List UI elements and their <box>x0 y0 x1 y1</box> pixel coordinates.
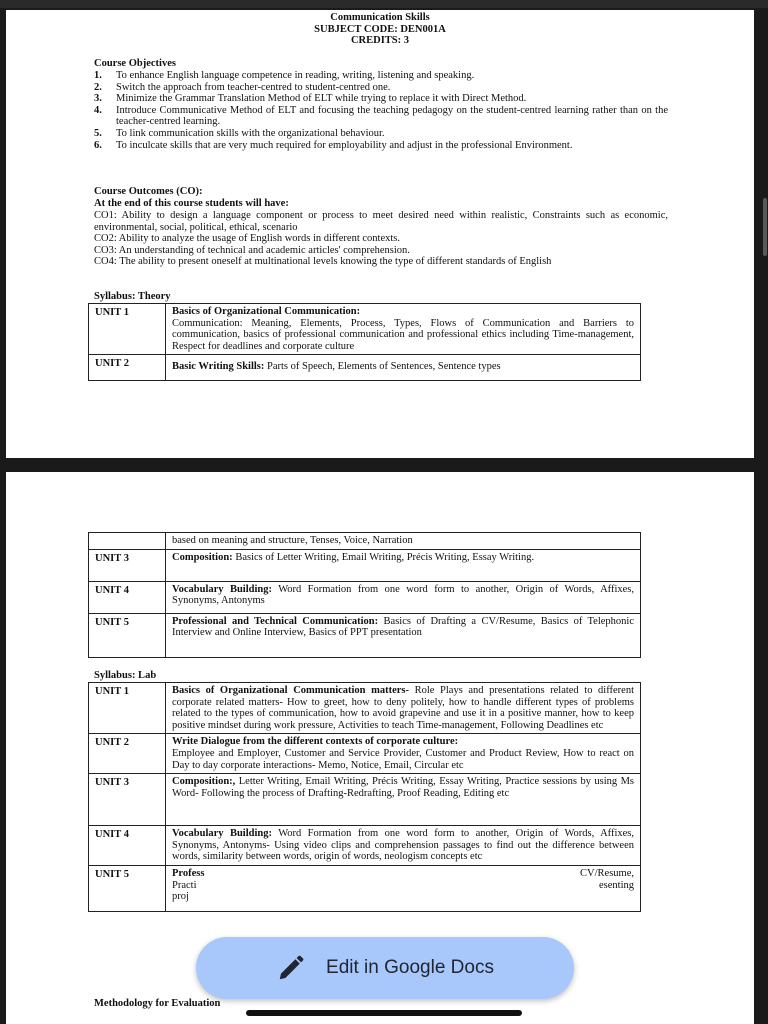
table-row <box>89 613 641 657</box>
unit-content: Basics of Organizational Communication matters- Role Plays and presentations related to different corporate related matters- How to greet, how to deny politely, how to handle different types of problems related to the types of communication, how to avoid grapevine and use it in a positive manner, how to keep positive mindset during work pressure, Activities to teach Time-management, Following Deadlines etc <box>166 683 641 734</box>
theory-table <box>88 303 641 381</box>
unit-content: Vocabulary Building: Word Formation from one word form to another, Origin of Words, Affixes, Synonyms, Antonyms- Using video clips and comprehension passages to find out the difference between words, similarity between words, origin of words, neologism concepts etc <box>166 826 641 866</box>
table-row <box>89 865 641 911</box>
edit-in-google-docs-button[interactable] <box>196 937 574 999</box>
unit-content: Write Dialogue from the different contexts of corporate culture: Employee and Employer, Customer and Service Provider, Customer and Product Review, How to react on Day to day corporate interactions- Memo, Notice, Email, Circular etc <box>166 734 641 774</box>
unit-content: Vocabulary Building: Word Formation from one word form to another, Origin of Words, Affixes, Synonyms, Antonyms <box>166 581 641 613</box>
unit-content: Composition: Basics of Letter Writing, Email Writing, Précis Writing, Essay Writing. <box>166 549 641 581</box>
unit-label: UNIT 3 <box>89 549 166 581</box>
subject-code: SUBJECT CODE: DEN001A <box>314 23 446 35</box>
unit-label: UNIT 3 <box>89 774 166 826</box>
outcome-item: CO4: The ability to present oneself at multinational levels knowing the type of different standards of English <box>94 256 552 268</box>
theory-title: Syllabus: Theory <box>94 291 171 302</box>
outcome-item: CO2: Ability to analyze the usage of English words in different contexts. <box>94 233 400 245</box>
edit-button-label: Edit in Google Docs <box>326 957 494 978</box>
scrollbar-thumb[interactable] <box>763 198 767 256</box>
table-row <box>89 355 641 381</box>
objectives-list <box>94 70 668 151</box>
unit-content: Composition:, Letter Writing, Email Writing, Précis Writing, Essay Writing, Practice sessions by using Ms Word- Following the process of Drafting-Redrafting, Proof Reading, Editing etc <box>166 774 641 826</box>
unit-label: UNIT 4 <box>89 826 166 866</box>
unit-label: UNIT 5 <box>89 613 166 657</box>
lab-table <box>88 682 641 912</box>
objective-item: 6. To inculcate skills that are very much required for employability and adjust in the professional Environment. <box>94 139 573 151</box>
unit-label: UNIT 4 <box>89 581 166 613</box>
outcomes-subtitle: At the end of this course students will have: <box>94 198 289 209</box>
unit-content: Basics of Organizational Communication: Communication: Meaning, Elements, Process, Types, Flows of Communication and Barriers to communication, basics of professional communication and professional ethics including Time-management, Respect for deadlines and corporate culture <box>166 304 641 355</box>
pencil-icon <box>276 953 326 983</box>
theory-table-continued <box>88 532 641 658</box>
unit-label: UNIT 2 <box>89 734 166 774</box>
table-row <box>89 826 641 866</box>
unit-label: UNIT 1 <box>89 304 166 355</box>
unit-content: Basic Writing Skills: Parts of Speech, Elements of Sentences, Sentence types <box>166 355 641 381</box>
table-row <box>89 683 641 734</box>
objective-item: 3. Minimize the Grammar Translation Method of ELT while trying to replace it with Direct Method. <box>94 93 527 105</box>
objective-item: 5. To link communication skills with the organizational behaviour. <box>94 127 385 139</box>
objectives-title: Course Objectives <box>94 58 176 69</box>
document-header <box>6 12 754 47</box>
unit-label: UNIT 1 <box>89 683 166 734</box>
objective-item: 2. Switch the approach from teacher-centred to student-centred one. <box>94 81 391 93</box>
objective-item: 1. To enhance English language competence in reading, writing, listening and speaking. <box>94 70 475 81</box>
outcome-item: CO3: An understanding of technical and academic articles' comprehension. <box>94 244 410 256</box>
table-row <box>89 533 641 550</box>
credits: CREDITS: 3 <box>350 35 410 46</box>
document-page-1 <box>6 10 754 458</box>
table-row <box>89 304 641 355</box>
lab-title: Syllabus: Lab <box>94 670 157 681</box>
unit-label: UNIT 2 <box>89 355 166 381</box>
objective-item: 4. Introduce Communicative Method of ELT and focusing the teaching pedagogy on the student-centred learning rather than on the teacher-centred learning. <box>94 104 668 128</box>
unit-content: Professional and Technical Communication: Basics of Drafting a CV/Resume, Basics of Telephonic Interview and Online Interview, Basics of PPT presentation <box>166 613 641 657</box>
table-row <box>89 581 641 613</box>
outcome-item: CO1: Ability to design a language component or process to meet desired need within realistic, Constraints such as economic, environmental, social, political, ethical, scenario <box>94 210 668 233</box>
table-row <box>89 774 641 826</box>
unit-label-empty <box>89 533 166 550</box>
outcomes-list <box>94 210 668 268</box>
course-title: Communication Skills <box>330 12 430 23</box>
table-row <box>89 734 641 774</box>
unit-content: based on meaning and structure, Tenses, Voice, Narration <box>166 533 641 550</box>
outcomes-title: Course Outcomes (CO): <box>94 186 203 197</box>
unit-label: UNIT 5 <box>89 865 166 911</box>
methodology-title: Methodology for Evaluation <box>94 998 221 1009</box>
viewer-top-bar <box>0 0 768 8</box>
table-row <box>89 549 641 581</box>
unit-content: Profess CV/Resume, Practi esenting proj <box>166 865 641 911</box>
home-indicator[interactable] <box>246 1010 522 1016</box>
